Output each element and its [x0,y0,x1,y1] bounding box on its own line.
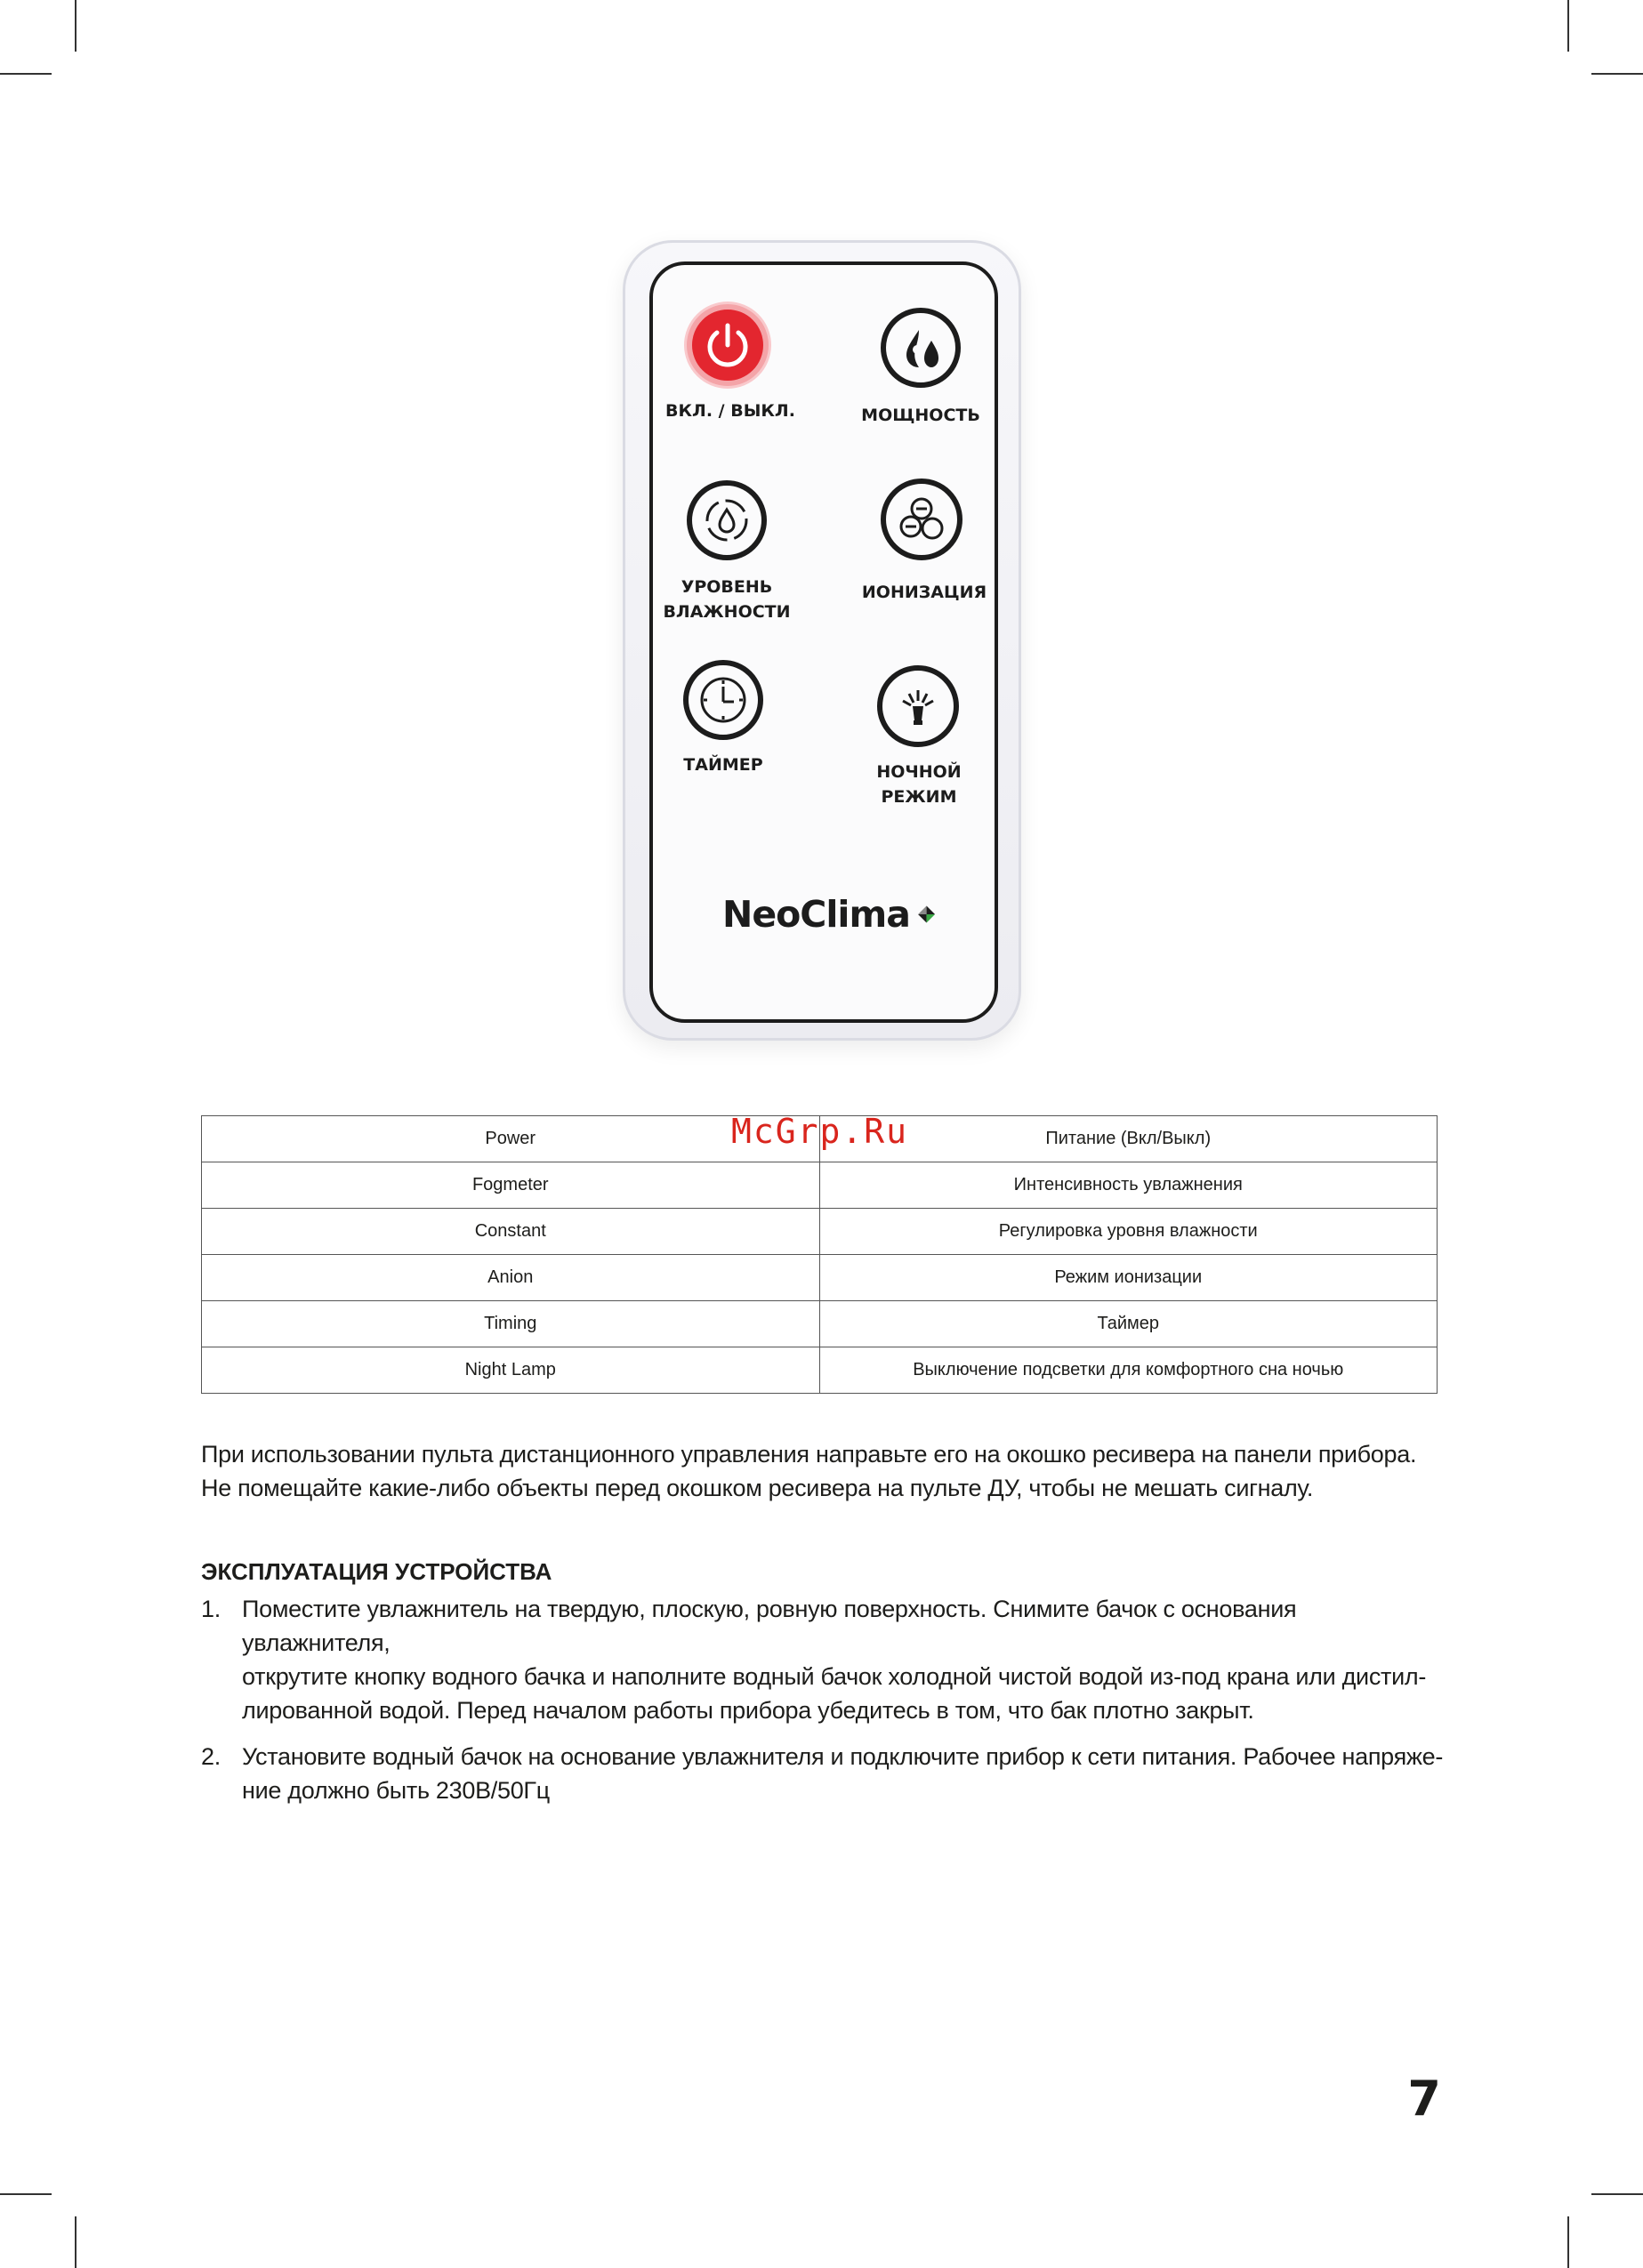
intro-line: Не помещайте какие-либо объекты перед окошком ресивера на пульте ДУ, чтобы не мешать сигналу. [201,1475,1314,1501]
crop-mark [1567,2216,1569,2268]
list-line: лированной водой. Перед началом работы прибора убедитесь в том, что бак плотно закрыт. [242,1697,1254,1724]
table-row [202,1301,1438,1347]
page-number: 7 [1407,2071,1441,2127]
table-row [202,1209,1438,1255]
crop-mark [75,0,77,52]
night-mode-button [877,665,959,747]
clock-icon [696,672,751,728]
list-item [201,1592,1446,1727]
lamp-icon [891,680,945,733]
table-row [202,1162,1438,1209]
table-row [202,1255,1438,1301]
list-number: 2. [201,1743,221,1770]
function-name-en: Fogmeter [202,1162,820,1209]
drops-icon [896,323,946,373]
remote-panel [649,261,998,1023]
function-name-ru: Таймер [819,1301,1438,1347]
functions-table [201,1115,1438,1394]
brand-name: NeoClima [722,893,910,936]
section-heading: ЭКСПЛУАТАЦИЯ УСТРОЙСТВА [201,1558,552,1585]
function-name-en: Power [202,1116,820,1162]
function-name-en: Constant [202,1209,820,1255]
function-name-ru: Режим ионизации [819,1255,1438,1301]
timer-label: ТАЙМЕР [683,755,763,775]
intro-line: При использовании пульта дистанционного управления направьте его на окошко ресивера на панели прибора. [201,1441,1417,1468]
night-mode-label: НОЧНОЙ РЕЖИМ [876,762,962,807]
function-name-ru: Выключение подсветки для комфортного сна ночью [819,1347,1438,1394]
fogmeter-button [881,308,961,388]
function-name-en: Night Lamp [202,1347,820,1394]
crop-mark [75,2216,77,2268]
remote-control-illustration [623,240,1021,1041]
intro-paragraph [201,1437,1446,1505]
humidity-level-button [687,480,767,560]
fogmeter-label: МОЩНОСТЬ [861,406,980,425]
timer-button [683,660,763,740]
table-row [202,1347,1438,1394]
anion-button [881,479,962,560]
crop-mark [1591,2193,1643,2195]
crop-mark [1567,0,1569,52]
function-name-en: Timing [202,1301,820,1347]
anion-label: ИОНИЗАЦИЯ [861,583,987,602]
ionization-icon [893,491,950,548]
power-icon [701,318,754,372]
list-number: 1. [201,1596,221,1622]
crop-mark [0,73,52,75]
list-line: Поместите увлажнитель на твердую, плоскую, ровную поверхность. Снимите бачок с основания увлажнителя, [242,1596,1297,1656]
function-name-ru: Интенсивность увлажнения [819,1162,1438,1209]
humidity-cycle-icon [700,494,753,547]
crop-mark [1591,73,1643,75]
brand-logo [722,888,936,941]
list-line: ние должно быть 230В/50Гц [242,1777,550,1804]
power-button [687,304,769,386]
list-line: открутите кнопку водного бачка и наполните водный бачок холодной чистой водой из-под крана или дистил- [242,1663,1427,1690]
list-line: Установите водный бачок на основание увлажнителя и подключите прибор к сети питания. Рабочее напряже- [242,1743,1444,1770]
function-name-en: Anion [202,1255,820,1301]
watermark-link[interactable]: McGrp.Ru [731,1112,909,1151]
function-name-ru: Питание (Вкл/Выкл) [819,1116,1438,1162]
list-item [201,1740,1446,1807]
humidity-level-label: УРОВЕНЬ ВЛАЖНОСТИ [663,577,791,622]
power-label: ВКЛ. / ВЫКЛ. [665,401,795,421]
brand-diamond-icon [917,897,936,932]
crop-mark [0,2193,52,2195]
function-name-ru: Регулировка уровня влажности [819,1209,1438,1255]
